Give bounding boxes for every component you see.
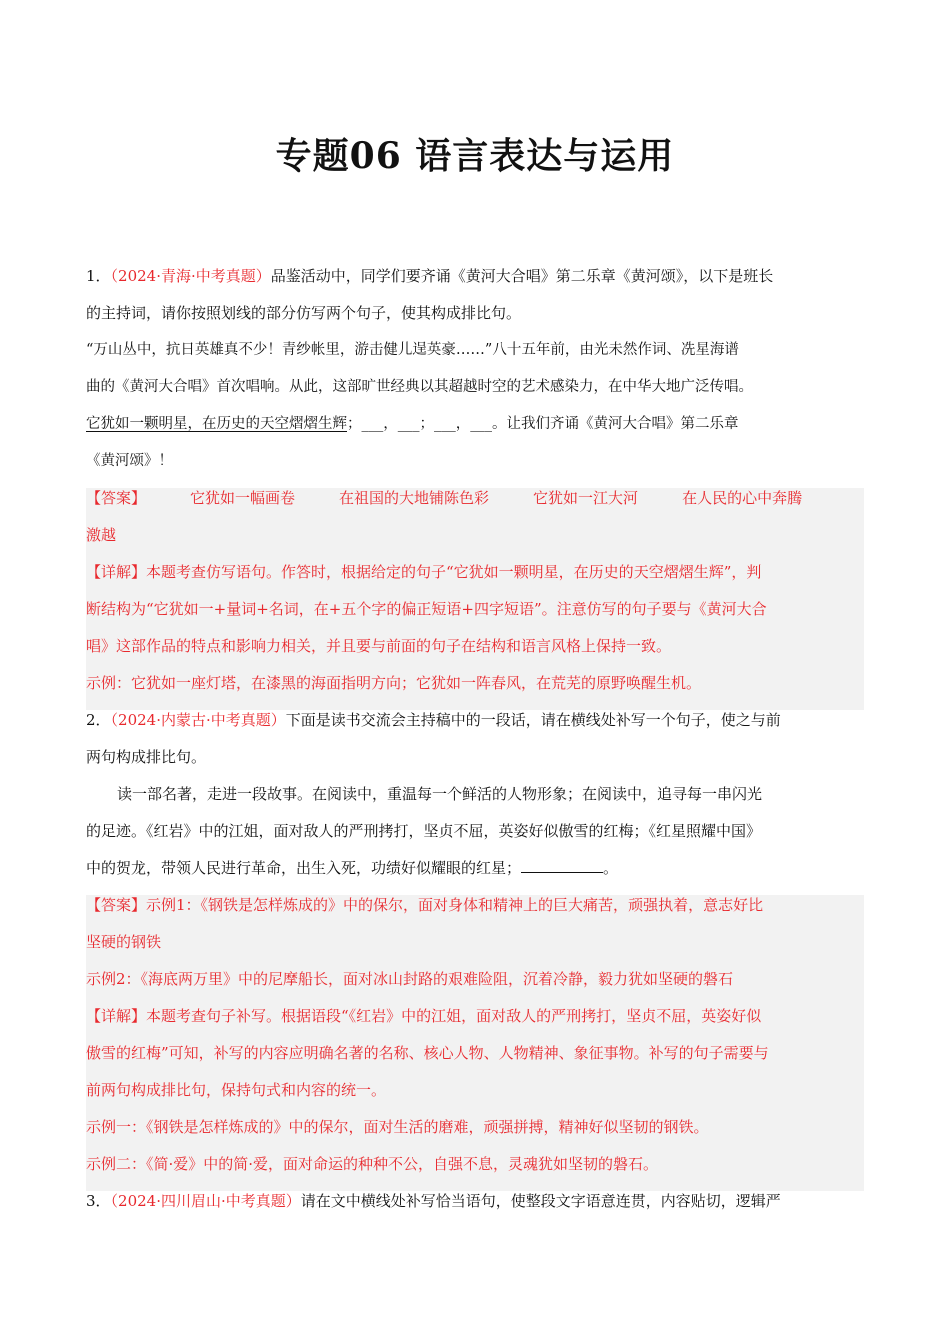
q2-detail-text: 本题考查句子补写。根据语段“《红岩》中的江姐，面对敌人的严刑拷打，坚贞不屈，英姿好似 bbox=[146, 1007, 762, 1025]
q1-detail-tag: 【详解】 bbox=[86, 563, 147, 581]
q1-stem-text: 品鉴活动中，同学们要齐诵《黄河大合唱》第二乐章《黄河颂》，以下是班长 bbox=[270, 267, 774, 285]
document-body bbox=[86, 266, 864, 1228]
q1-stem-line bbox=[86, 266, 864, 303]
q2-answer-text: 示例1：《钢铁是怎样炼成的》中的保尔，面对身体和精神上的巨大痛苦，顽强执着，意志好比 bbox=[146, 896, 764, 914]
q2-passage-end: 。 bbox=[603, 859, 619, 877]
q1-detail-line: 断结构为“它犹如一+量词+名词，在+五个字的偏正短语+四字短语”。注意仿写的句子要与《黄河大合 bbox=[86, 600, 767, 618]
q2-passage-line: 读一部名著，走进一段故事。在阅读中，重温每一个鲜活的人物形象；在阅读中，追寻每一串闪光 bbox=[117, 785, 763, 803]
q2-passage-line: 的足迹。《红岩》中的江姐，面对敌人的严刑拷打，坚贞不屈，英姿好似傲雪的红梅；《红星照耀中国》 bbox=[86, 822, 762, 840]
q1-answer-part: 在祖国的大地铺陈色彩 bbox=[339, 489, 490, 507]
q3-stem-text: 请在文中横线处补写恰当语句，使整段文字语意连贯，内容贴切，逻辑严 bbox=[300, 1192, 781, 1210]
q1-passage-line: “万山丛中，抗日英雄真不少！青纱帐里，游击健儿逞英豪……”八十五年前，由光未然作词、冼星海谱 bbox=[86, 342, 739, 358]
q3-stem-line bbox=[86, 1191, 864, 1228]
page-title: 专题06 语言表达与运用 bbox=[275, 135, 675, 177]
q1-passage-line: 《黄河颂》！ bbox=[86, 453, 173, 469]
q1-passage-rest: ；___，___；___，___。让我们齐诵《黄河大合唱》第二乐章 bbox=[347, 416, 739, 432]
q1-detail-line: 唱》这部作品的特点和影响力相关，并且要与前面的句子在结构和语言风格上保持一致。 bbox=[86, 637, 672, 655]
q1-answer-line bbox=[86, 488, 864, 525]
q2-detail-tag: 【详解】 bbox=[86, 1007, 147, 1025]
q1-passage-line bbox=[86, 414, 864, 451]
q1-answer-line-2: 激越 bbox=[86, 526, 117, 544]
q2-passage-text: 中的贺龙，带领人民进行革命，出生入死，功绩好似耀眼的红星； bbox=[86, 859, 522, 877]
q2-detail-line: 前两句构成排比句，保持句式和内容的统一。 bbox=[86, 1081, 387, 1099]
q3-number: 3． bbox=[86, 1192, 111, 1210]
q2-answer-tag: 【答案】 bbox=[86, 896, 147, 914]
q1-source: （2024·青海·中考真题） bbox=[110, 267, 271, 285]
q1-number: 1． bbox=[86, 267, 111, 285]
q1-underlined-sentence: 它犹如一颗明星，在历史的天空熠熠生辉 bbox=[86, 416, 347, 432]
q1-detail-line bbox=[86, 562, 864, 599]
q2-answer-line-3: 示例2：《海底两万里》中的尼摩船长，面对冰山封路的艰难险阻，沉着冷静，毅力犹如坚硬的磐石 bbox=[86, 970, 734, 988]
q2-stem-line bbox=[86, 710, 864, 747]
q2-source: （2024·内蒙古·中考真题） bbox=[110, 711, 286, 729]
q2-stem-text: 下面是读书交流会主持稿中的一段话，请在横线处补写一个句子，使之与前 bbox=[285, 711, 781, 729]
q1-answer-part: 它犹如一幅画卷 bbox=[190, 489, 296, 507]
q1-passage-line: 曲的《黄河大合唱》首次唱响。从此，这部旷世经典以其超越时空的艺术感染力，在中华大地广泛传唱。 bbox=[86, 379, 753, 395]
q1-answer-block bbox=[86, 488, 864, 710]
q1-stem-line-2: 的主持词，请你按照划线的部分仿写两个句子，使其构成排比句。 bbox=[86, 304, 522, 322]
q3-source: （2024·四川眉山·中考真题） bbox=[110, 1192, 301, 1210]
q2-answer-block bbox=[86, 895, 864, 1191]
q1-answer-part: 它犹如一江大河 bbox=[533, 489, 639, 507]
q2-passage-line bbox=[86, 858, 864, 895]
q1-example: 示例：它犹如一座灯塔，在漆黑的海面指明方向；它犹如一阵春风，在荒芜的原野唤醒生机。 bbox=[86, 674, 702, 692]
q2-answer-blank bbox=[521, 858, 603, 873]
q2-number: 2． bbox=[86, 711, 111, 729]
q2-answer-line bbox=[86, 895, 864, 932]
q2-detail-line bbox=[86, 1006, 864, 1043]
q1-answer-tag: 【答案】 bbox=[86, 489, 147, 507]
q1-answer-part: 在人民的心中奔腾 bbox=[682, 489, 803, 507]
q1-detail-text: 本题考查仿写语句。作答时，根据给定的句子“它犹如一颗明星，在历史的天空熠熠生辉”，判 bbox=[146, 563, 762, 581]
q2-detail-line: 傲雪的红梅”可知，补写的内容应明确名著的名称、核心人物、人物精神、象征事物。补写的句子需要与 bbox=[86, 1044, 769, 1062]
q2-stem-line-2: 两句构成排比句。 bbox=[86, 748, 207, 766]
q2-answer-line-2: 坚硬的钢铁 bbox=[86, 933, 162, 951]
q2-example: 示例一：《钢铁是怎样炼成的》中的保尔，面对生活的磨难，顽强拼搏，精神好似坚韧的钢铁。 bbox=[86, 1118, 709, 1136]
q2-example: 示例二：《简·爱》中的简·爱，面对命运的种种不公，自强不息，灵魂犹如坚韧的磐石。 bbox=[86, 1155, 659, 1173]
